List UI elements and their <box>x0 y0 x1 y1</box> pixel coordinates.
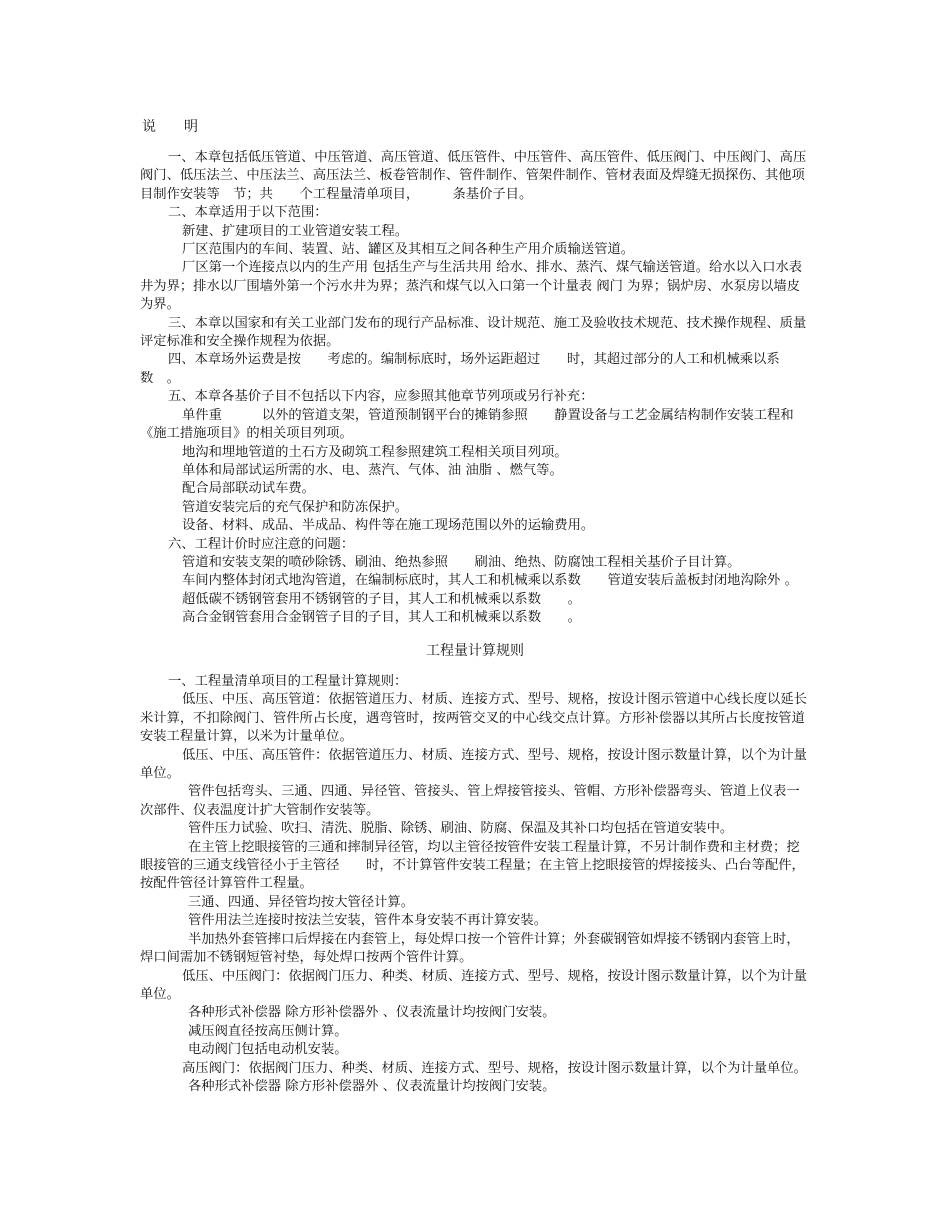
paragraph: 六、工程计价时应注意的问题： <box>168 536 355 552</box>
paragraph: 一、工程量清单项目的工程量计算规则： <box>168 674 408 689</box>
paragraph: 管件包括弯头、三通、四通、异径管、管接头、管上焊接管接头、管帽、方形补偿器弯头、管道上仪表一次部件、仪表温度计扩大管制作安装等。 <box>140 784 800 818</box>
paragraph: 四、本章场外运费是按 考虑的。编制标底时，场外运距超过 时，其超过部分的人工和机械乘以系数 。 <box>140 352 780 386</box>
paragraph: 半加热外套管摔口后焊接在内套管上，每处焊口按一个管件计算；外套碳钢管如焊接不锈钢内套管上时，焊口间需加不锈钢短管衬垫，每处焊口按两个管件计算。 <box>140 931 800 966</box>
paragraph: 单体和局部试运所需的水、电、蒸汽、气体、油 油脂 、燃气等。 <box>182 462 563 478</box>
section-title-calc-rules: 工程量计算规则 <box>426 643 524 659</box>
paragraph: 减压阀直径按高压侧计算。 <box>188 1023 348 1039</box>
calc-rules-body <box>140 673 812 1096</box>
paragraph: 地沟和埋地管道的土石方及砌筑工程参照建筑工程相关项目列项。 <box>182 444 568 460</box>
paragraph: 各种形式补偿器 除方形补偿器外 、仪表流量计均按阀门安装。 <box>188 1005 556 1021</box>
paragraph: 车间内整体封闭式地沟管道，在编制标底时，其人工和机械乘以系数 管道安装后盖板封闭地沟除外 。 <box>182 573 798 589</box>
paragraph: 低压、中压阀门：依据阀门压力、种类、材质、连接方式、型号、规格，按设计图示数量计算，以个为计量单位。 <box>140 968 807 1002</box>
paragraph: 在主管上挖眼接管的三通和摔制异径管，均以主管径按管件安装工程量计算，不另计制作费和主材费；挖眼接管的三通支线管径小于主管径 时，不计算管件安装工程量；在主管上挖眼接管的焊接接头、凸台等配件，按配件管径计算管件工程量。 <box>140 839 805 892</box>
explanation-body <box>140 149 812 628</box>
paragraph: 三、本章以国家和有关工业部门发布的现行产品标准、设计规范、施工及验收技术规范、技术操作规程、质量评定标准和安全操作规程为依据。 <box>140 315 807 350</box>
paragraph: 新建、扩建项目的工业管道安装工程。 <box>182 223 409 239</box>
paragraph: 厂区范围内的车间、装置、站、罐区及其相互之间各种生产用介质输送管道。 <box>182 242 635 258</box>
section-title-explanation: 说 明 <box>142 119 198 135</box>
paragraph: 厂区第一个连接点以内的生产用 包括生产与生活共用 给水、排水、蒸汽、煤气输送管道。给水以入口水表井为界；排水以厂围墙外第一个污水井为界；蒸汽和煤气以入口第一个计量表 阀门 为界；锅炉房、水泵房以墙皮为界。 <box>140 260 803 313</box>
paragraph: 电动阀门包括电动机安装。 <box>188 1042 348 1058</box>
paragraph: 五、本章各基价子目不包括以下内容，应参照其他章节列项或另行补充： <box>168 389 594 405</box>
paragraph: 设备、材料、成品、半成品、构件等在施工现场范围以外的运输费用。 <box>182 518 595 534</box>
paragraph: 管道安装完后的充气保护和防冻保护。 <box>182 499 409 515</box>
paragraph: 高压阀门：依据阀门压力、种类、材质、连接方式、型号、规格，按设计图示数量计算，以个为计量单位。 <box>182 1060 807 1076</box>
paragraph: 高合金钢管套用合金钢管子目的子目，其人工和机械乘以系数 。 <box>182 610 581 626</box>
paragraph: 低压、中压、高压管件：依据管道压力、材质、连接方式、型号、规格，按设计图示数量计算，以个为计量单位。 <box>140 747 807 782</box>
paragraph: 一、本章包括低压管道、中压管道、高压管道、低压管件、中压管件、高压管件、低压阀门、中压阀门、高压阀门、低压法兰、中压法兰、高压法兰、板卷管制作、管件制作、管架件制作、管材表面及焊缝无损探伤、其他项目制作安装等 节；共 个工程量清单项目， 条基价子目。 <box>140 150 807 202</box>
paragraph: 管件用法兰连接时按法兰安装，管件本身安装不再计算安装。 <box>188 913 548 929</box>
paragraph: 三通、四通、异径管均按大管径计算。 <box>188 894 415 910</box>
paragraph: 管件压力试验、吹扫、清洗、脱脂、除锈、刷油、防腐、保温及其补口均包括在管道安装中。 <box>188 821 734 837</box>
paragraph: 各种形式补偿器 除方形补偿器外 、仪表流量计均按阀门安装。 <box>188 1078 556 1094</box>
paragraph: 管道和安装支架的喷砂除锈、刷油、绝热参照 刷油、绝热、防腐蚀工程相关基价子目计算。 <box>182 554 741 570</box>
paragraph: 低压、中压、高压管道：依据管道压力、材质、连接方式、型号、规格，按设计图示管道中心线长度以延长米计算，不扣除阀门、管件所占长度，遇弯管时，按两管交叉的中心线交点计算。方形补偿器以其所占长度按管道安装工程量计算，以米为计量单位。 <box>140 692 807 745</box>
paragraph: 配合局部联动试车费。 <box>182 481 315 497</box>
paragraph: 二、本章适用于以下范围： <box>168 205 328 221</box>
paragraph: 超低碳不锈钢管套用不锈钢管的子目，其人工和机械乘以系数 。 <box>182 591 581 607</box>
paragraph: 单件重 以外的管道支架，管道预制钢平台的摊销参照 静置设备与工艺金属结构制作安装工程和《施工措施项目》的相关项目列项。 <box>140 407 794 442</box>
